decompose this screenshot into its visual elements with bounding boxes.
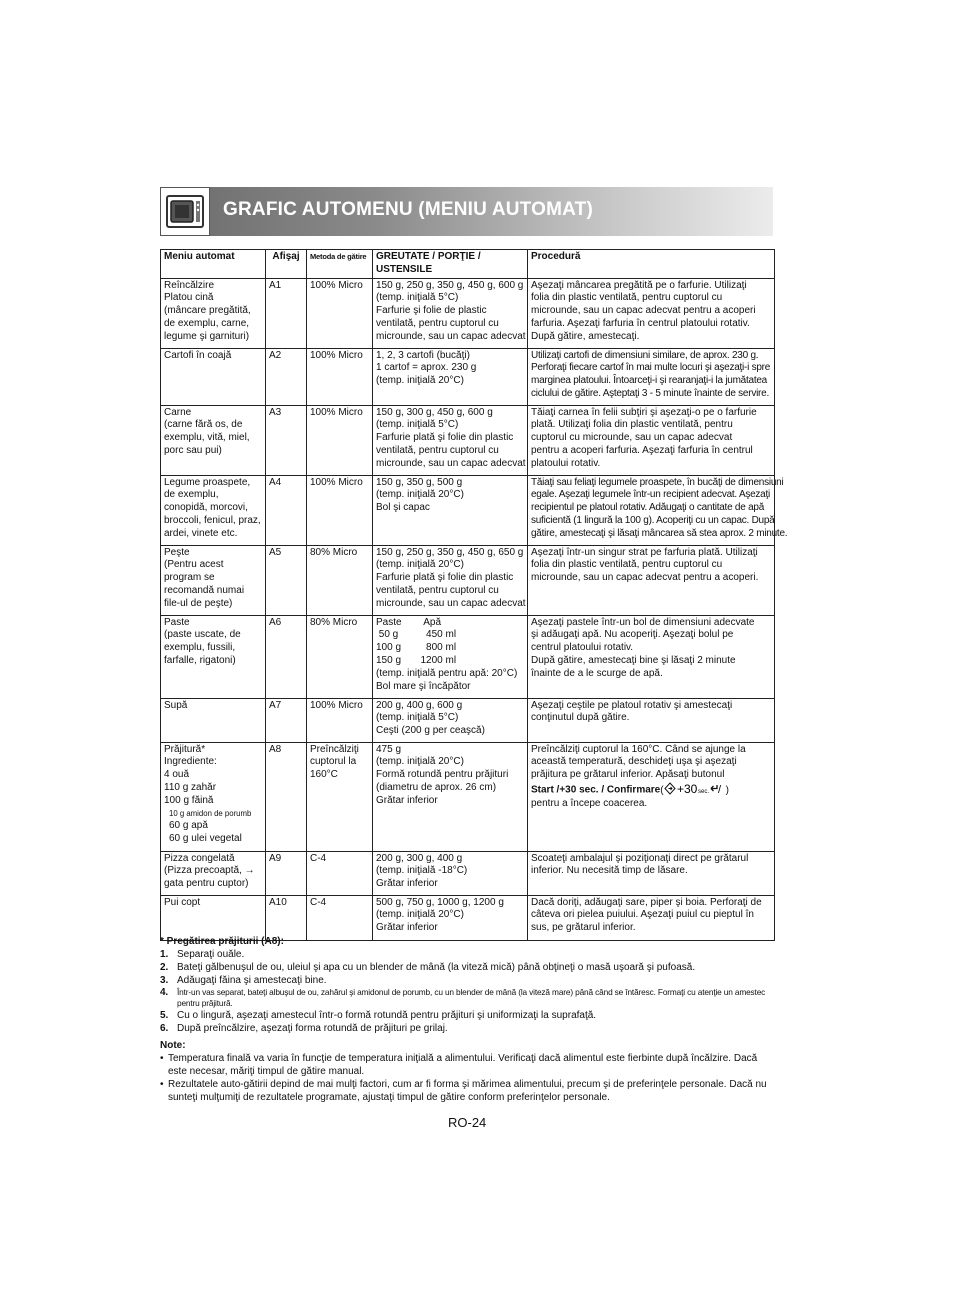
table-row bbox=[161, 278, 775, 348]
cell-line: (paste uscate, de bbox=[164, 629, 241, 641]
cell-line: Farfurie plată şi folie din plastic bbox=[376, 572, 514, 584]
display-cell: A5 bbox=[266, 545, 307, 615]
cell-line: Scoateţi ambalajul şi poziţionaţi direct pe grătarul bbox=[531, 852, 749, 864]
display-cell: A6 bbox=[266, 615, 307, 698]
section-header bbox=[160, 187, 773, 236]
cell-line: 10 g amidon de porumb bbox=[169, 808, 252, 818]
cake-prep-step bbox=[160, 974, 774, 987]
cell-line: recomandă numai bbox=[164, 584, 245, 596]
column-header: Metoda de gătire bbox=[307, 250, 373, 279]
automenu-table bbox=[160, 249, 788, 941]
cell-line: cuptorul la bbox=[310, 756, 357, 768]
cell-line: pentru a începe coacerea. bbox=[531, 797, 648, 809]
step-text: Într-un vas separat, bateţi albuşul de ou, zahărul şi amidonul de porumb, cu un blender de mână (la viteză mare) până când se întăresc. Formaţi cu atenţie un amestec pentru prăjitură. bbox=[177, 987, 766, 1008]
cell-line: 100 g 800 ml bbox=[376, 642, 457, 654]
cell-line: (diametru de aprox. 26 cm) bbox=[376, 781, 497, 793]
cell-line: 1, 2, 3 cartofi (bucăţi) bbox=[376, 349, 470, 361]
notes-list bbox=[160, 1052, 774, 1104]
cell-line: de exemplu, carne, bbox=[164, 317, 250, 329]
cake-prep-step bbox=[160, 987, 774, 1009]
cell-line: 110 g zahăr bbox=[164, 781, 217, 793]
cake-prep-step bbox=[160, 948, 774, 961]
weight-cell bbox=[373, 545, 528, 615]
method-cell bbox=[307, 698, 373, 742]
table-row bbox=[161, 851, 775, 895]
method-cell bbox=[307, 851, 373, 895]
notes-section bbox=[160, 935, 774, 1104]
cell-line: această temperatură, deschideţi uşa şi aşezaţi bbox=[531, 756, 737, 768]
column-header: Afişaj bbox=[266, 250, 307, 279]
weight-cell bbox=[373, 698, 528, 742]
cell-line: C-4 bbox=[310, 896, 327, 908]
cell-line: Pui copt bbox=[164, 896, 201, 908]
cell-line: Farfurie plată şi folie din plastic bbox=[376, 432, 514, 444]
display-cell: A7 bbox=[266, 698, 307, 742]
cell-line: 150 g, 350 g, 500 g bbox=[376, 476, 463, 488]
cell-line: Ingrediente: bbox=[164, 756, 217, 768]
weight-cell bbox=[373, 851, 528, 895]
cell-line: plată. Utilizaţi folia din plastic ventilată, pentru bbox=[531, 419, 733, 431]
weight-cell bbox=[373, 615, 528, 698]
display-cell: A2 bbox=[266, 348, 307, 405]
cell-line: folia din plastic ventilată, pentru cuptorul cu bbox=[531, 292, 723, 304]
cell-line: microunde, sau un capac adecvat pentru a acoperi bbox=[531, 305, 756, 317]
cell-line: gata pentru cuptor) bbox=[164, 878, 249, 890]
column-header: Meniu automat bbox=[161, 250, 266, 279]
svg-text:+30: +30 bbox=[676, 781, 697, 795]
weight-cell bbox=[373, 348, 528, 405]
cell-line: Peşte bbox=[164, 546, 190, 558]
cell-line: 100% Micro bbox=[310, 476, 363, 488]
cell-line: Ceşti (200 g per ceaşcă) bbox=[376, 725, 485, 737]
display-cell: A10 bbox=[266, 895, 307, 940]
cell-line: platoului rotativ. bbox=[531, 457, 601, 469]
cell-line: Aşezaţi pastele într-un bol de dimensiuni adecvate bbox=[531, 616, 755, 628]
cell-line: 475 g bbox=[376, 743, 402, 755]
cell-line: Platou cină bbox=[164, 292, 214, 304]
menu-cell bbox=[161, 348, 266, 405]
weight-cell bbox=[373, 278, 528, 348]
menu-cell bbox=[161, 405, 266, 475]
cell-line: porc sau pui) bbox=[164, 444, 222, 456]
step-number: 5. bbox=[160, 1010, 169, 1021]
cell-line: legume şi garnituri) bbox=[164, 330, 250, 342]
step-number: 4. bbox=[160, 987, 169, 998]
menu-cell bbox=[161, 278, 266, 348]
method-cell bbox=[307, 475, 373, 545]
step-text: Cu o lingură, aşezaţi amestecul într-o formă rotundă pentru prăjituri şi uniformizaţi la suprafaţă. bbox=[177, 1010, 597, 1021]
cell-line: microunde, sau un capac adecvat bbox=[376, 597, 526, 609]
cell-line: 100% Micro bbox=[310, 406, 363, 418]
cell-line: (temp. iniţială 20°C) bbox=[376, 375, 464, 387]
cell-line: 100 g făină bbox=[164, 794, 214, 806]
cell-line: microunde, sau un capac adecvat pentru a acoperi. bbox=[531, 572, 759, 584]
step-number: 3. bbox=[160, 975, 169, 986]
weight-cell bbox=[373, 895, 528, 940]
cell-line: 60 g apă bbox=[169, 820, 208, 832]
display-cell: A3 bbox=[266, 405, 307, 475]
weight-cell bbox=[373, 405, 528, 475]
cell-line: Paste Apă bbox=[376, 616, 442, 628]
step-number: 1. bbox=[160, 949, 169, 960]
page-number: RO-24 bbox=[448, 1115, 487, 1130]
cell-line: câteva ori pielea puiului. Aşezaţi puiul cu pieptul în bbox=[531, 909, 754, 921]
cake-prep-step bbox=[160, 1009, 774, 1022]
table-row bbox=[161, 475, 775, 545]
cell-line: (Pentru acest bbox=[164, 559, 224, 571]
cell-line: Aşezaţi într-un singur strat pe farfuria plată. Utilizaţi bbox=[531, 546, 758, 558]
cell-line: marginea platoului. Întoarceţi-i şi rearanjaţi-i la jumătatea bbox=[531, 375, 767, 387]
display-cell: A1 bbox=[266, 278, 307, 348]
cell-line: Preîncălziţi cuptorul la 160°C. Când se ajunge la bbox=[531, 743, 746, 755]
cell-line: conţinutul după gătire. bbox=[531, 712, 630, 724]
cell-line: gătire, amestecaţi şi lăsaţi mâncarea să stea aprox. 2 minute. bbox=[531, 527, 788, 539]
note-item: • Temperatura finală va varia în funcţie de temperatura iniţială a alimentului. Verificaţi dacă alimentul este fierbinte după încălzire. Dacă este necesar, măriţi timpul de gătire manual. bbox=[160, 1052, 774, 1078]
table-row bbox=[161, 348, 775, 405]
menu-cell bbox=[161, 545, 266, 615]
cell-line: egale. Aşezaţi legumele într-un recipient adecvat. Aşezaţi bbox=[531, 489, 770, 501]
cell-line: de exemplu, bbox=[164, 489, 219, 501]
cell-line: Grătar inferior bbox=[376, 878, 438, 890]
table-header-row bbox=[161, 250, 775, 279]
table-row bbox=[161, 405, 775, 475]
cell-line: conopidă, morcovi, bbox=[164, 502, 248, 514]
procedure-cell bbox=[528, 278, 775, 348]
note-item: • Rezultatele auto-gătirii depind de mai mulţi factori, cum ar fi forma şi mărimea alimentului, precum şi de preferinţele personale. Dacă nu sunteţi mulţumiţi de rezultatele programate, ajustaţi timpul de gătire conform preferinţelor personale. bbox=[160, 1078, 774, 1104]
cell-line: 80% Micro bbox=[310, 616, 358, 628]
cell-line: 200 g, 400 g, 600 g bbox=[376, 699, 463, 711]
method-cell bbox=[307, 615, 373, 698]
procedure-cell bbox=[528, 475, 788, 545]
cell-line: şi adăugaţi apă. Nu acoperiţi. Aşezaţi bolul pe bbox=[531, 629, 734, 641]
cell-line: 50 g 450 ml bbox=[376, 629, 457, 641]
cell-line: Utilizaţi cartofi de dimensiuni similare, de aprox. 230 g. bbox=[531, 349, 759, 361]
step-number: 2. bbox=[160, 962, 169, 973]
cell-line: 60 g ulei vegetal bbox=[169, 833, 242, 845]
cell-line: 100% Micro bbox=[310, 279, 363, 291]
cell-line: Aşezaţi mâncarea pregătită pe o farfurie. Utilizaţi bbox=[531, 279, 747, 291]
cell-line: 200 g, 300 g, 400 g bbox=[376, 852, 463, 864]
cake-prep-step bbox=[160, 961, 774, 974]
cell-line: Paste bbox=[164, 616, 190, 628]
cell-line: Tăiaţi carnea în felii subţiri şi aşezaţi-o pe o farfurie bbox=[531, 406, 757, 418]
step-text: Adăugaţi făina şi amestecaţi bine. bbox=[177, 975, 327, 986]
cell-line: Cartofi în coajă bbox=[164, 349, 232, 361]
step-text: Separaţi ouăle. bbox=[177, 949, 245, 960]
cell-line: (temp. iniţială 5°C) bbox=[376, 419, 459, 431]
cell-line: Preîncălziţi bbox=[310, 743, 359, 755]
column-header: Procedură bbox=[528, 250, 775, 279]
cell-line: Bol mare şi încăpător bbox=[376, 680, 471, 692]
step-text: După preîncălzire, aşezaţi forma rotundă de prăjituri pe grilaj. bbox=[177, 1023, 448, 1034]
start-button-icon: ( +30 sec. / ) bbox=[660, 781, 729, 796]
step-text: Bateţi gălbenuşul de ou, uleiul şi apa cu un blender de mână (la viteză mică) până obţineţi o masă uşoară şi pufoasă. bbox=[177, 962, 696, 973]
cell-line: 150 g 1200 ml bbox=[376, 654, 457, 666]
cell-line: (temp. iniţială 20°C) bbox=[376, 756, 464, 768]
menu-cell bbox=[161, 698, 266, 742]
cell-line: sus, pe grătarul inferior. bbox=[531, 922, 636, 934]
cell-line: Pizza congelată bbox=[164, 852, 235, 864]
method-cell bbox=[307, 545, 373, 615]
start-button-label: Start /+30 sec. / Confirmare bbox=[531, 784, 661, 796]
table-row bbox=[161, 895, 775, 940]
procedure-cell bbox=[528, 348, 775, 405]
display-cell: A9 bbox=[266, 851, 307, 895]
cell-line: Bol şi capac bbox=[376, 502, 430, 514]
cell-line: 100% Micro bbox=[310, 699, 363, 711]
cell-line: ciclului de gătire. Aşteptaţi 3 - 5 minute înainte de servire. bbox=[531, 387, 769, 399]
cell-line: 4 ouă bbox=[164, 769, 190, 781]
procedure-cell bbox=[528, 698, 775, 742]
cell-line: prăjitura pe grătarul inferior. Apăsaţi butonul bbox=[531, 769, 725, 781]
cell-line: Perforaţi fiecare cartof în mai multe locuri şi aşezaţi-i spre bbox=[531, 362, 771, 374]
cell-line: ventilată, pentru cuptorul cu bbox=[376, 444, 499, 456]
cell-line: Legume proaspete, bbox=[164, 476, 251, 488]
method-cell bbox=[307, 895, 373, 940]
procedure-cell bbox=[528, 851, 775, 895]
procedure-cell bbox=[528, 545, 775, 615]
microwave-icon bbox=[160, 187, 210, 236]
cell-line: C-4 bbox=[310, 852, 327, 864]
step-number: 6. bbox=[160, 1023, 169, 1034]
sec-label: sec. bbox=[697, 788, 709, 795]
cell-line: 150 g, 250 g, 350 g, 450 g, 650 g bbox=[376, 546, 524, 558]
table-row bbox=[161, 545, 775, 615]
cell-line: exemplu, vită, miel, bbox=[164, 432, 250, 444]
cell-line: (temp. iniţială 5°C) bbox=[376, 292, 459, 304]
cell-line: ardei, vinete etc. bbox=[164, 527, 238, 539]
cell-line: centrul platoului rotativ. bbox=[531, 642, 634, 654]
method-cell bbox=[307, 278, 373, 348]
menu-cell bbox=[161, 895, 266, 940]
page-title: GRAFIC AUTOMENU (MENIU AUTOMAT) bbox=[223, 199, 593, 220]
cell-line: file-ul de peşte) bbox=[164, 597, 233, 609]
menu-cell bbox=[161, 851, 266, 895]
cell-line: ventilată, pentru cuptorul cu bbox=[376, 584, 499, 596]
cell-line: (Pizza precoaptă, → bbox=[164, 865, 255, 877]
cell-line: 80% Micro bbox=[310, 546, 358, 558]
cell-line: Farfurie şi folie de plastic bbox=[376, 305, 487, 317]
cell-line: (temp. iniţială 20°C) bbox=[376, 909, 464, 921]
method-cell bbox=[307, 348, 373, 405]
cell-line: Tăiaţi sau feliaţi legumele proaspete, în bucăţi de dimensiuni bbox=[531, 476, 784, 488]
cell-line: microunde, sau un capac adecvat bbox=[376, 457, 526, 469]
cell-line: (temp. iniţială pentru apă: 20°C) bbox=[376, 667, 518, 679]
cell-line: Aşezaţi ceştile pe platoul rotativ şi amestecaţi bbox=[531, 699, 733, 711]
svg-text:/: / bbox=[717, 783, 721, 795]
cell-line: pentru a acoperi farfuria. Aşezaţi farfuria în centrul bbox=[531, 444, 753, 456]
cell-line: Formă rotundă pentru prăjituri bbox=[376, 769, 509, 781]
cake-prep-title: * Pregătirea prăjiturii (A8): bbox=[160, 936, 284, 947]
cell-line: cuptorul cu microunde, sau un capac adecvat bbox=[531, 432, 733, 444]
procedure-cell bbox=[528, 405, 775, 475]
weight-cell bbox=[373, 475, 528, 545]
cell-line: 500 g, 750 g, 1000 g, 1200 g bbox=[376, 896, 504, 908]
cell-line: 150 g, 300 g, 450 g, 600 g bbox=[376, 406, 493, 418]
cell-line: Reîncălzire bbox=[164, 279, 215, 291]
cell-line: ventilată, pentru cuptorul cu bbox=[376, 317, 499, 329]
cell-line: (temp. iniţială 20°C) bbox=[376, 489, 464, 501]
cell-line: După gătire, amestecaţi bine şi lăsaţi 2 minute bbox=[531, 654, 736, 666]
cell-line: farfalle, rigatoni) bbox=[164, 654, 236, 666]
cell-line: (temp. iniţială 5°C) bbox=[376, 712, 459, 724]
cell-line: Carne bbox=[164, 406, 192, 418]
cell-line: Supă bbox=[164, 699, 188, 711]
cell-line: 1 cartof = aprox. 230 g bbox=[376, 362, 477, 374]
menu-cell bbox=[161, 742, 266, 851]
method-cell bbox=[307, 405, 373, 475]
cell-line: (temp. iniţială 20°C) bbox=[376, 559, 464, 571]
cell-line: Dacă doriţi, adăugaţi sare, piper şi boia. Perforaţi de bbox=[531, 896, 762, 908]
menu-cell bbox=[161, 475, 266, 545]
cell-line: 160°C bbox=[310, 769, 338, 781]
cake-prep-steps bbox=[160, 948, 774, 1035]
display-cell: A8 bbox=[266, 742, 307, 851]
procedure-cell bbox=[528, 895, 775, 940]
cell-line bbox=[531, 782, 771, 798]
menu-cell bbox=[161, 615, 266, 698]
cell-line: (temp. iniţială -18°C) bbox=[376, 865, 468, 877]
cell-line: 100% Micro bbox=[310, 349, 363, 361]
cell-line: program se bbox=[164, 572, 215, 584]
column-header: GREUTATE / PORŢIE / USTENSILE bbox=[373, 250, 528, 279]
cell-line: După gătire, amestecaţi. bbox=[531, 330, 640, 342]
procedure-cell bbox=[528, 615, 775, 698]
cell-line: Grătar inferior bbox=[376, 794, 438, 806]
method-cell bbox=[307, 742, 373, 851]
table-row bbox=[161, 615, 775, 698]
cell-line: inferior. Nu necesită timp de lăsare. bbox=[531, 865, 688, 877]
cell-line: înainte de a le scurge de apă. bbox=[531, 667, 663, 679]
notes-title: Note: bbox=[160, 1040, 186, 1051]
cell-line: Prăjitură* bbox=[164, 743, 206, 755]
procedure-cell bbox=[528, 742, 775, 851]
cell-line: (mâncare pregătită, bbox=[164, 305, 251, 317]
cake-prep-step bbox=[160, 1022, 774, 1035]
table-row bbox=[161, 742, 775, 851]
cell-line: suficientă (1 lingură la 100 g). Acoperiţi cu un capac. După bbox=[531, 514, 775, 526]
cell-line: exemplu, fussili, bbox=[164, 642, 236, 654]
cell-line: farfuria. Aşezaţi farfuria în centrul platoului rotativ. bbox=[531, 317, 750, 329]
cell-line: (carne fără os, de bbox=[164, 419, 243, 431]
cell-line: microunde, sau un capac adecvat bbox=[376, 330, 526, 342]
display-cell: A4 bbox=[266, 475, 307, 545]
cell-line: broccoli, fenicul, praz, bbox=[164, 514, 261, 526]
table-row bbox=[161, 698, 775, 742]
cell-line: recipientul pe platoul rotativ. Adăugaţi o cantitate de apă bbox=[531, 502, 765, 514]
cell-line: Grătar inferior bbox=[376, 922, 438, 934]
cell-line: 150 g, 250 g, 350 g, 450 g, 600 g bbox=[376, 279, 524, 291]
cell-line: folia din plastic ventilată, pentru cuptorul cu bbox=[531, 559, 723, 571]
weight-cell bbox=[373, 742, 528, 851]
